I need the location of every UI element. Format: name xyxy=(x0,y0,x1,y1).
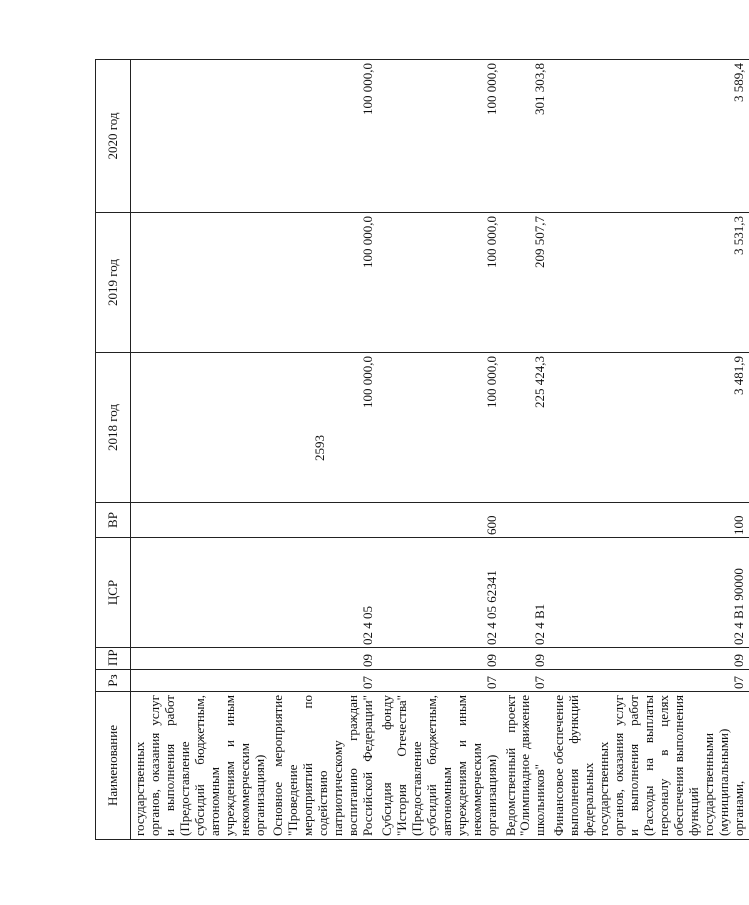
row-rz: 07 xyxy=(378,670,502,692)
header-vr: ВР xyxy=(96,503,131,538)
row-csr: 02 4 05 xyxy=(269,538,378,648)
row-name: государственных органов, оказания услуг и выполнения работ (Предоставление субсидий бюджетным, автономным учреждениям и иным некоммерческим организациям) xyxy=(131,692,270,840)
row-pr: 09 xyxy=(550,648,748,670)
row-2019 xyxy=(131,213,270,353)
row-2020: 3 589,4 xyxy=(550,60,748,213)
row-pr xyxy=(131,648,270,670)
row-2019: 100 000,0 xyxy=(269,213,378,353)
row-csr: 02 4 В1 90000 xyxy=(550,538,748,648)
table-header-row xyxy=(96,60,131,840)
row-name: Финансовое обеспечение выполнения функций федеральных государственных органов, оказания услуг и выполнения работ (Расходы на выплаты персоналу в целях обеспечения выполнения функций государственными (муниципальными) органами, xyxy=(550,692,748,840)
row-vr xyxy=(131,503,270,538)
row-pr: 09 xyxy=(269,648,378,670)
row-vr: 100 xyxy=(550,503,748,538)
row-csr xyxy=(131,538,270,648)
row-2018: 100 000,0 xyxy=(378,353,502,503)
header-pr: ПР xyxy=(96,648,131,670)
row-2019: 209 507,7 xyxy=(502,213,551,353)
header-2018: 2018 год xyxy=(96,353,131,503)
row-csr: 02 4 В1 xyxy=(502,538,551,648)
row-rz: 07 xyxy=(550,670,748,692)
row-vr xyxy=(269,503,378,538)
row-2019: 100 000,0 xyxy=(378,213,502,353)
header-csr: ЦСР xyxy=(96,538,131,648)
table-row xyxy=(131,60,270,840)
row-2018: 3 481,9 xyxy=(550,353,748,503)
table-row xyxy=(550,60,748,840)
row-name: Субсидия фонду "История Отечества" (Предоставление субсидий бюджетным, автономным учреждениям и иным некоммерческим организациям) xyxy=(378,692,502,840)
row-name: Основное мероприятие "Проведение мероприятий по содействию патриотическому воспитанию граждан Российской Федерации" xyxy=(269,692,378,840)
rotated-page-content xyxy=(95,60,746,840)
header-name: Наименование xyxy=(96,692,131,840)
table-row xyxy=(378,60,502,840)
row-2018 xyxy=(131,353,270,503)
row-vr xyxy=(502,503,551,538)
row-2020 xyxy=(131,60,270,213)
row-name: Ведомственный проект "Олимпиадное движение школьников" xyxy=(502,692,551,840)
header-2019: 2019 год xyxy=(96,213,131,353)
row-csr: 02 4 05 62341 xyxy=(378,538,502,648)
row-pr: 09 xyxy=(378,648,502,670)
row-2020: 100 000,0 xyxy=(378,60,502,213)
row-2020: 100 000,0 xyxy=(269,60,378,213)
row-2020: 301 303,8 xyxy=(502,60,551,213)
row-pr: 09 xyxy=(502,648,551,670)
row-rz: 07 xyxy=(269,670,378,692)
header-rz: Рз xyxy=(96,670,131,692)
table-row xyxy=(269,60,378,840)
row-rz xyxy=(131,670,270,692)
budget-table xyxy=(95,59,749,840)
row-2019: 3 531,3 xyxy=(550,213,748,353)
row-vr: 600 xyxy=(378,503,502,538)
page-number-text: 2593 xyxy=(312,435,327,461)
table-row xyxy=(502,60,551,840)
header-2020: 2020 год xyxy=(96,60,131,213)
row-2018: 225 424,3 xyxy=(502,353,551,503)
row-rz: 07 xyxy=(502,670,551,692)
row-2018: 100 000,0 xyxy=(269,353,378,503)
